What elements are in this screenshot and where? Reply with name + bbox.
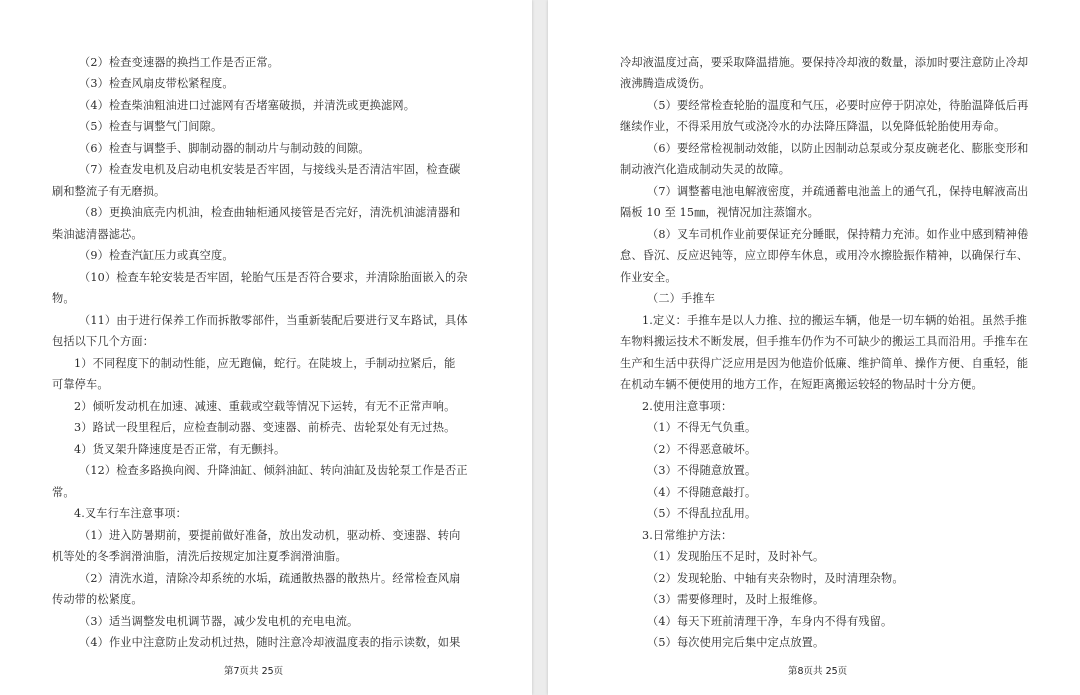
text-line: 常。 bbox=[52, 486, 75, 499]
page-8 bbox=[548, 0, 1080, 695]
list-item: （2）不得恶意破坏。 bbox=[647, 443, 757, 456]
list-item: （4）不得随意敲打。 bbox=[647, 486, 757, 499]
text-line: 1.定义：手推车是以人力推、拉的搬运车辆，他是一切车辆的始祖。虽然手推 bbox=[642, 314, 1028, 327]
text-line: 柴油滤清器滤芯。 bbox=[52, 228, 143, 241]
page-number-footer: 第8页共 25页 bbox=[788, 666, 848, 677]
text-line: （11）由于进行保养工作而拆散零部件，当重新装配后要进行叉车路试，具体 bbox=[79, 314, 468, 327]
text-line: 2）倾听发动机在加速、减速、重载或空载等情况下运转，有无不正常声响。 bbox=[74, 400, 456, 413]
text-line: 4）货叉架升降速度是否正常，有无颤抖。 bbox=[74, 443, 286, 456]
page-7 bbox=[0, 0, 532, 695]
text-line: 在机动车辆不便使用的地方工作，在短距离搬运较轻的物品时十分方便。 bbox=[620, 378, 983, 391]
page-number-footer: 第7页共 25页 bbox=[224, 666, 284, 677]
text-line: 可靠停车。 bbox=[52, 378, 109, 391]
text-line: 液沸腾造成烫伤。 bbox=[620, 77, 711, 90]
text-line: （5）要经常检查轮胎的温度和气压，必要时应停于阴凉处，待胎温降低后再 bbox=[647, 99, 1029, 112]
text-line: 刷和整流子有无磨损。 bbox=[52, 185, 166, 198]
text-line: 隔板 10 至 15㎜，视情况加注蒸馏水。 bbox=[620, 206, 819, 219]
list-item: （1）发现胎压不足时，及时补气。 bbox=[647, 550, 825, 563]
text-line: 包括以下几个方面： bbox=[52, 335, 155, 348]
section-heading: （二）手推车 bbox=[647, 292, 716, 305]
text-line: 制动液汽化造成制动失灵的故障。 bbox=[620, 163, 791, 176]
text-line: 3.日常维护方法： bbox=[642, 529, 733, 542]
text-line: 车物料搬运技术不断发展，但手推车仍作为不可缺少的搬运工具而沿用。手推车在 bbox=[620, 335, 1029, 348]
text-line: （1）进入防暑期前，要提前做好准备，放出发动机，驱动桥、变速器、转向 bbox=[79, 529, 461, 542]
text-line: 继续作业，不得采用放气或浇冷水的办法降压降温，以免降低轮胎使用寿命。 bbox=[620, 120, 1006, 133]
text-line: 4.叉车行车注意事项： bbox=[74, 507, 188, 520]
text-line: （4）检查柴油粗油进口过滤网有否堵塞破损，并清洗或更换滤网。 bbox=[79, 99, 416, 112]
text-line: （5）检查与调整气门间隙。 bbox=[79, 120, 223, 133]
text-line: （6）要经常检视制动效能，以防止因制动总泵或分泵皮碗老化、膨胀变形和 bbox=[647, 142, 1029, 155]
text-line: （9）检查汽缸压力或真空度。 bbox=[79, 249, 234, 262]
list-item: （2）发现轮胎、中轴有夹杂物时，及时清理杂物。 bbox=[647, 572, 904, 585]
text-line: （8）叉车司机作业前要保证充分睡眠，保持精力充沛。如作业中感到精神倦 bbox=[647, 228, 1029, 241]
text-line: 3）路试一段里程后，应检查制动器、变速器、前桥壳、齿轮泵处有无过热。 bbox=[74, 421, 456, 434]
text-line: （10）检查车轮安装是否牢固，轮胎气压是否符合要求，并清除胎面嵌入的杂 bbox=[79, 271, 468, 284]
text-line: 生产和生活中获得广泛应用是因为他造价低廉、维护简单、操作方便、自重轻，能 bbox=[620, 357, 1029, 370]
text-line: （12）检查多路换向阀、升降油缸、倾斜油缸、转向油缸及齿轮泵工作是否正 bbox=[79, 464, 468, 477]
text-line: 冷却液温度过高，要采取降温措施。要保持冷却液的数量，添加时要注意防止冷却 bbox=[620, 56, 1029, 69]
list-item: （5）每次使用完后集中定点放置。 bbox=[647, 636, 825, 649]
text-line: （7）检查发电机及启动电机安装是否牢固，与接线头是否清洁牢固，检查碳 bbox=[79, 163, 461, 176]
text-line: 机等处的冬季润滑油脂，清洗后按规定加注夏季润滑油脂。 bbox=[52, 550, 347, 563]
text-line: （3）适当调整发电机调节器，减少发电机的充电电流。 bbox=[79, 615, 359, 628]
text-line: 2.使用注意事项： bbox=[642, 400, 733, 413]
list-item: （3）不得随意放置。 bbox=[647, 464, 757, 477]
text-line: （6）检查与调整手、脚制动器的制动片与制动鼓的间隙。 bbox=[79, 142, 370, 155]
text-line: （2）清洗水道，清除冷却系统的水垢，疏通散热器的散热片。经常检查风扇 bbox=[79, 572, 461, 585]
list-item: （5）不得乱拉乱用。 bbox=[647, 507, 757, 520]
text-line: 物。 bbox=[52, 292, 75, 305]
text-line: 怠、昏沉、反应迟钝等，应立即停车休息，或用冷水擦脸振作精神，以确保行车、 bbox=[620, 249, 1029, 262]
text-line: （4）作业中注意防止发动机过热，随时注意冷却液温度表的指示读数，如果 bbox=[79, 636, 461, 649]
text-line: 1）不同程度下的制动性能，应无跑偏，蛇行。在陡坡上，手制动拉紧后，能 bbox=[74, 357, 456, 370]
text-line: 作业安全。 bbox=[620, 271, 677, 284]
text-line: （3）检查风扇皮带松紧程度。 bbox=[79, 77, 234, 90]
list-item: （4）每天下班前清理干净，车身内不得有残留。 bbox=[647, 615, 893, 628]
list-item: （3）需要修理时，及时上报维修。 bbox=[647, 593, 825, 606]
text-line: （8）更换油底壳内机油，检查曲轴柜通风接管是否完好，清洗机油滤清器和 bbox=[79, 206, 461, 219]
text-line: （2）检查变速器的换挡工作是否正常。 bbox=[79, 56, 280, 69]
text-line: （7）调整蓄电池电解液密度，并疏通蓄电池盖上的通气孔，保持电解液高出 bbox=[647, 185, 1029, 198]
text-line: 传动带的松紧度。 bbox=[52, 593, 143, 606]
list-item: （1）不得无气负重。 bbox=[647, 421, 757, 434]
